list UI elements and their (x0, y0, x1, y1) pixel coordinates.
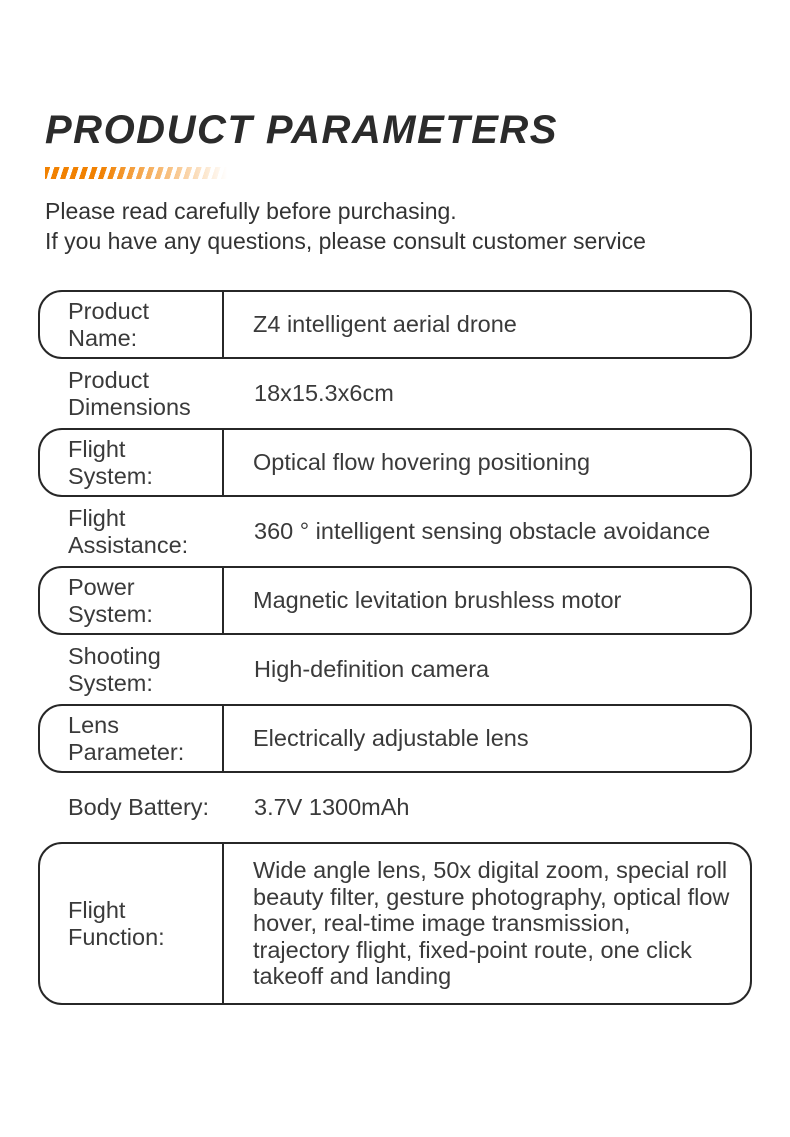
spec-value-flight-function: Wide angle lens, 50x digital zoom, special roll beauty filter, gesture photography, optical flow hover, real-time image transmission, trajectory flight, fixed-point route, one click takeoff and landing (253, 857, 730, 990)
spec-value-flight-assistance: 360 ° intelligent sensing obstacle avoidance (254, 518, 711, 545)
spec-table (38, 290, 752, 1005)
spec-row-flight-function (38, 842, 752, 1005)
spec-row-power-system (38, 566, 752, 635)
spec-label-shooting-system: Shooting System: (68, 642, 161, 696)
note-line-1: Please read carefully before purchasing. (45, 198, 457, 224)
spec-row-body-battery (38, 773, 752, 842)
spec-value-shooting-system: High-definition camera (254, 656, 490, 683)
spec-value-product-dimensions: 18x15.3x6cm (254, 380, 394, 407)
spec-row-lens-parameter (38, 704, 752, 773)
note-line-2: If you have any questions, please consult customer service (45, 228, 646, 254)
spec-label-flight-assistance: Flight Assistance: (68, 504, 189, 558)
spec-value-product-name: Z4 intelligent aerial drone (253, 311, 517, 338)
spec-label-flight-function: Flight Function: (40, 844, 224, 1003)
spec-value-lens-parameter: Electrically adjustable lens (253, 725, 529, 752)
spec-label-body-battery: Body Battery: (68, 794, 210, 820)
page-title: PRODUCT PARAMETERS (45, 108, 558, 152)
purchase-note (45, 196, 790, 256)
spec-row-shooting-system (38, 635, 752, 704)
spec-row-product-dimensions (38, 359, 752, 428)
spec-row-flight-assistance (38, 497, 752, 566)
spec-value-body-battery: 3.7V 1300mAh (254, 794, 410, 821)
spec-value-flight-system: Optical flow hovering positioning (253, 449, 591, 476)
spec-label-product-dimensions: Product Dimensions (68, 366, 191, 420)
spec-label-flight-system: Flight System: (40, 430, 224, 495)
spec-row-product-name (38, 290, 752, 359)
spec-label-product-name: Product Name: (40, 292, 224, 357)
spec-value-power-system: Magnetic levitation brushless motor (253, 587, 622, 614)
spec-label-power-system: Power System: (40, 568, 224, 633)
spec-row-flight-system (38, 428, 752, 497)
accent-stripes-bar (45, 167, 229, 179)
spec-label-lens-parameter: Lens Parameter: (40, 706, 224, 771)
